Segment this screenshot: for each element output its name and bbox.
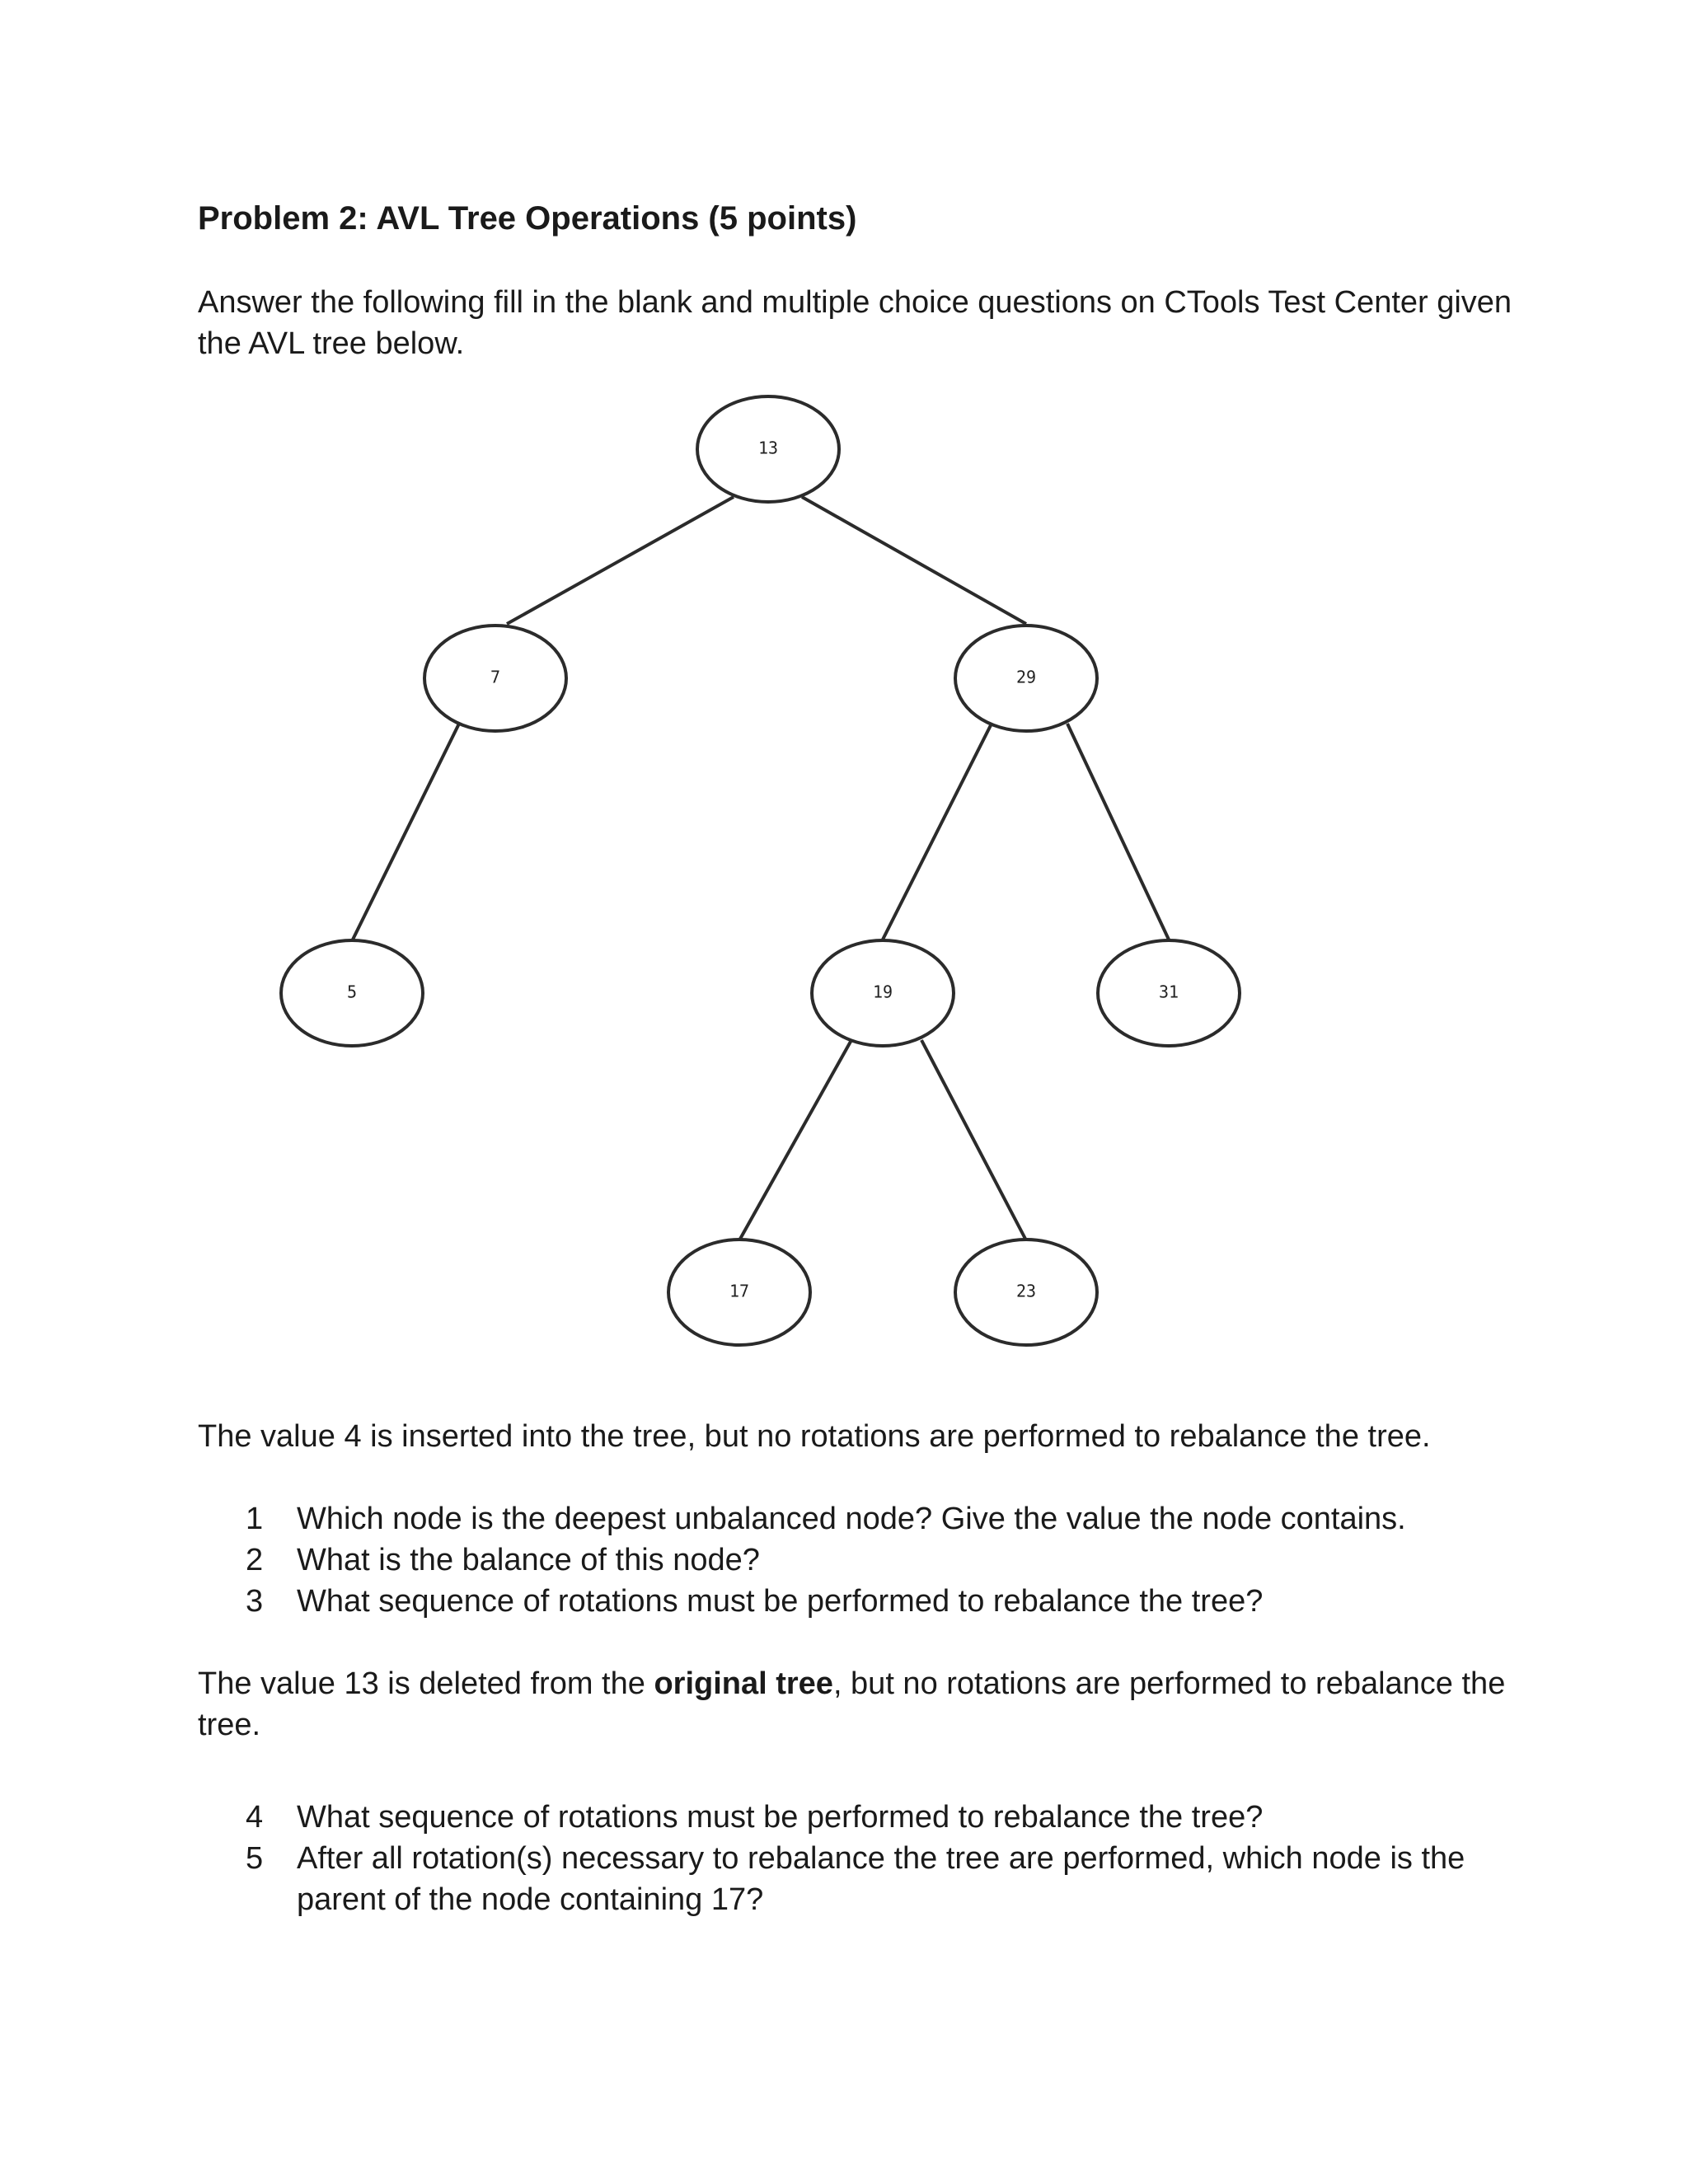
node-17-label: 17 (729, 1281, 750, 1301)
tree-node (955, 1240, 1097, 1345)
insertion-paragraph: The value 4 is inserted into the tree, but no rotations are performed to rebalance the tree. (198, 1419, 1431, 1454)
question-number: 2 (246, 1543, 264, 1577)
question-item (198, 1540, 1533, 1581)
node-19-label: 19 (872, 982, 893, 1002)
question-number: 4 (246, 1800, 264, 1835)
original-tree-emphasis: original tree (654, 1666, 833, 1701)
intro-paragraph: Answer the following fill in the blank and multiple choice questions on CTools Test Center given the AVL tree below. (198, 285, 1512, 361)
question-text: Which node is the deepest unbalanced node? Give the value the node contains. (297, 1502, 1406, 1536)
node-29-label: 29 (1015, 667, 1037, 687)
deletion-text-before: The value 13 is deleted from the (198, 1666, 654, 1701)
insertion-questions (198, 1498, 1533, 1622)
tree-node (1098, 940, 1240, 1046)
question-item (198, 1498, 1533, 1540)
deletion-text-after: , but no rotations are performed to rebalance the tree. (198, 1666, 1506, 1742)
question-item (198, 1838, 1533, 1920)
edge-13-7 (507, 497, 734, 624)
node-7-label: 7 (490, 667, 501, 687)
edge-19-17 (739, 1040, 851, 1240)
node-13-label: 13 (757, 438, 779, 458)
tree-node (281, 940, 423, 1046)
question-text: After all rotation(s) necessary to rebalance the tree are performed, which node is the parent of the node containing 17? (297, 1841, 1465, 1917)
question-text: What is the balance of this node? (297, 1543, 760, 1577)
tree-node (812, 940, 954, 1046)
deletion-questions (198, 1797, 1533, 1920)
edge-13-29 (802, 497, 1026, 624)
node-31-label: 31 (1158, 982, 1179, 1002)
question-number: 3 (246, 1584, 264, 1619)
problem-title: Problem 2: AVL Tree Operations (5 points) (198, 200, 857, 237)
edge-19-23 (921, 1040, 1026, 1240)
node-5-label: 5 (346, 982, 358, 1002)
node-23-label: 23 (1015, 1281, 1037, 1301)
question-item (198, 1797, 1533, 1838)
tree-node (668, 1240, 810, 1345)
tree-node (424, 626, 566, 731)
tree-node (697, 396, 839, 502)
question-text: What sequence of rotations must be performed to rebalance the tree? (297, 1800, 1264, 1835)
question-item (198, 1581, 1533, 1622)
edge-29-19 (883, 724, 992, 940)
question-number: 1 (246, 1502, 264, 1536)
question-number: 5 (246, 1841, 264, 1876)
edge-29-31 (1067, 724, 1169, 940)
deletion-paragraph (198, 1663, 1533, 1746)
question-text: What sequence of rotations must be performed to rebalance the tree? (297, 1584, 1264, 1619)
tree-node (955, 626, 1097, 731)
edge-7-5 (353, 724, 459, 940)
